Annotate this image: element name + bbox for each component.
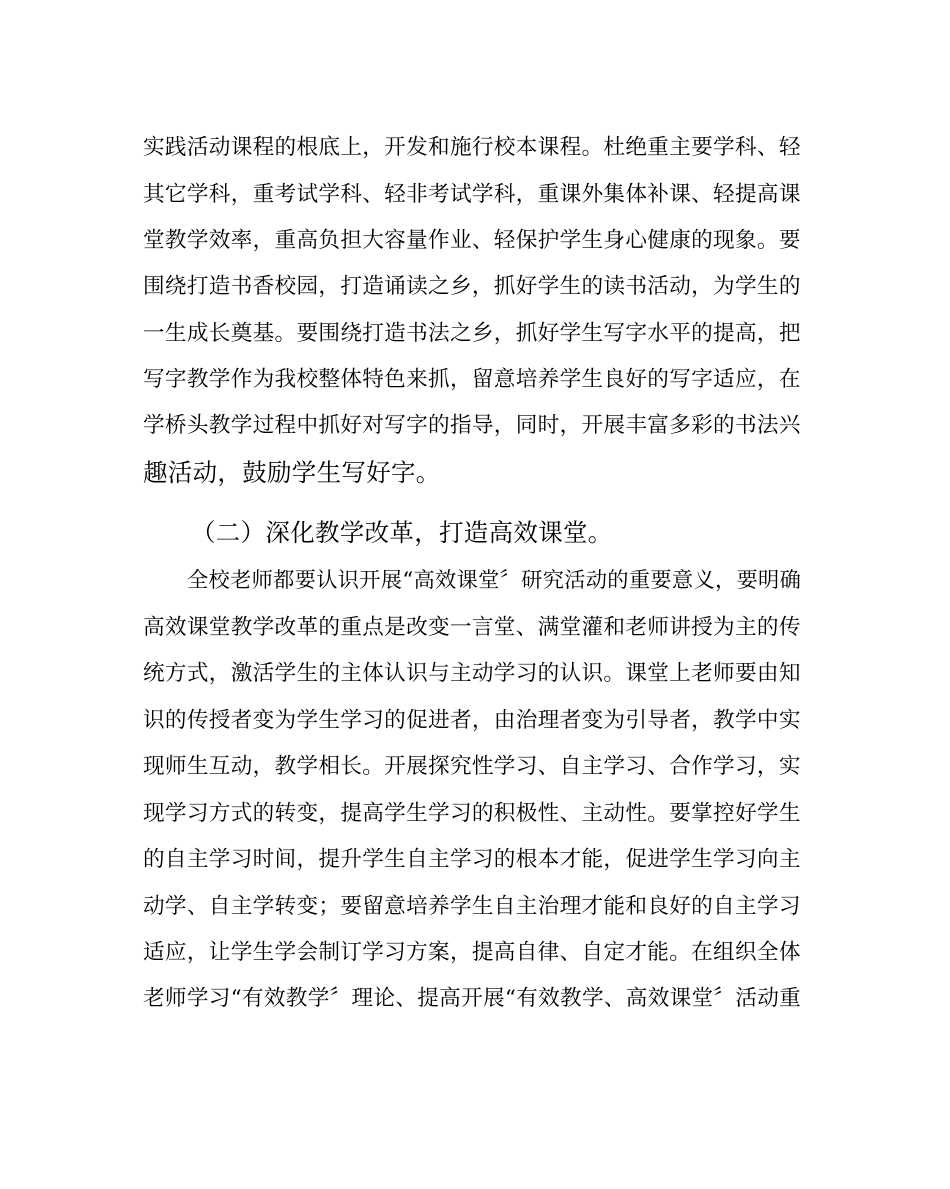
paragraph-3-line-7: 的自主学习时间，提升学生自主学习的根本才能，促进学生学习向主 [143,847,801,872]
paragraph-1-line-5: 一生成长奠基。要围绕打造书法之乡，抓好学生写字水平的提高，把 [143,321,801,346]
paragraph-1-line-4: 围绕打造书香校园，打造诵读之乡，抓好学生的读书活动，为学生的 [143,274,801,299]
section-heading: （二）深化教学改革，打造高效课堂。 [191,518,613,547]
paragraph-1-line-1: 实践活动课程的根底上，开发和施行校本课程。杜绝重主要学科、轻 [143,135,801,160]
paragraph-3-line-4: 识的传授者变为学生学习的促进者，由治理者变为引导者，教学中实 [143,708,801,733]
paragraph-3-line-9: 适应，让学生学会制订学习方案，提高自律、自定才能。在组织全体 [143,940,801,965]
paragraph-1-line-3: 堂教学效率，重高负担大容量作业、轻保护学生身心健康的现象。要 [143,228,801,253]
paragraph-1-line-2: 其它学科，重考试学科、轻非考试学科，重课外集体补课、轻提高课 [143,182,801,207]
paragraph-3-line-8: 动学、自主学转变；要留意培养学生自主治理才能和良好的自主学习 [143,894,801,919]
paragraph-1-line-7: 学桥头教学过程中抓好对写字的指导，同时，开展丰富多彩的书法兴 [143,413,801,438]
paragraph-3-line-2: 高效课堂教学改革的重点是改变一言堂、满堂灌和老师讲授为主的传 [143,615,801,640]
paragraph-3-line-6: 现学习方式的转变，提高学生学习的积极性、主动性。要掌控好学生 [143,801,801,826]
paragraph-3-line-5: 现师生互动，教学相长。开展探究性学习、自主学习、合作学习，实 [143,754,801,779]
paragraph-3-line-3: 统方式，激活学生的主体认识与主动学习的认识。课堂上老师要由知 [143,661,801,686]
paragraph-3-line-10: 老师学习“有效教学〞理论、提高开展“有效教学、高效课堂〞活动重 [143,986,802,1011]
paragraph-1-line-6: 写字教学作为我校整体特色来抓，留意培养学生良好的写字适应，在 [143,367,801,392]
paragraph-3-line-1: 全校老师都要认识开展“高效课堂〞研究活动的重要意义，要明确 [187,568,802,593]
paragraph-1-line-8: 趣活动，鼓励学生写好字。 [143,458,441,487]
